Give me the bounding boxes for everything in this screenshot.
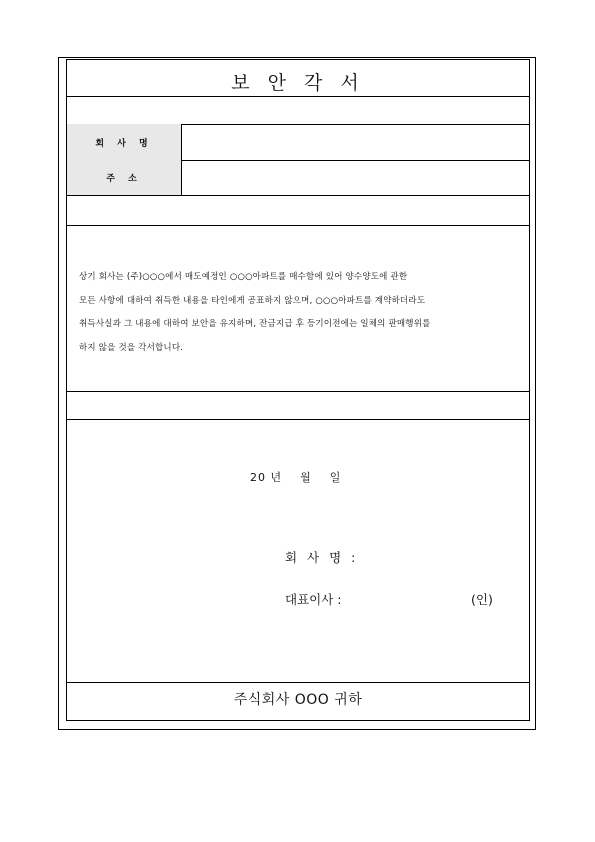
- address-label: 주 소: [67, 160, 182, 195]
- signature-company-name: 회 사 명 :: [285, 550, 359, 565]
- divider: [67, 391, 529, 392]
- date-line: 20 년 월 일: [250, 471, 342, 484]
- seal-mark: (인): [471, 592, 493, 607]
- pledge-body-line: 상기 회사는 (주)○○○에서 매도예정인 ○○○아파트를 매수함에 있어 양수양도에 관한: [79, 272, 408, 282]
- divider: [67, 682, 529, 683]
- divider: [67, 96, 529, 97]
- document-title: 보 안 각 서: [231, 72, 365, 94]
- divider: [67, 225, 529, 226]
- company-name-label: 회 사 명: [67, 124, 182, 160]
- pledge-body-line: 하지 않을 것을 각서합니다.: [79, 342, 184, 353]
- pledge-body-line: 취득사실과 그 내용에 대하여 보안을 유지하며, 잔금지급 후 등기이전에는 일체의 판매행위를: [79, 319, 431, 329]
- divider: [67, 419, 529, 420]
- pledge-body-line: 모든 사항에 대하여 취득한 내용을 타인에게 공표하지 않으며, ○○○아파트를 계약하더라도: [79, 295, 426, 306]
- address-field[interactable]: [182, 160, 529, 195]
- company-name-field[interactable]: [182, 124, 529, 160]
- addressee-footer: 주식회사 OOO 귀하: [233, 692, 363, 708]
- divider: [67, 195, 529, 196]
- pledge-body: [79, 266, 517, 360]
- signature-representative: 대표이사 :: [285, 592, 342, 607]
- pledge-form: [66, 59, 530, 721]
